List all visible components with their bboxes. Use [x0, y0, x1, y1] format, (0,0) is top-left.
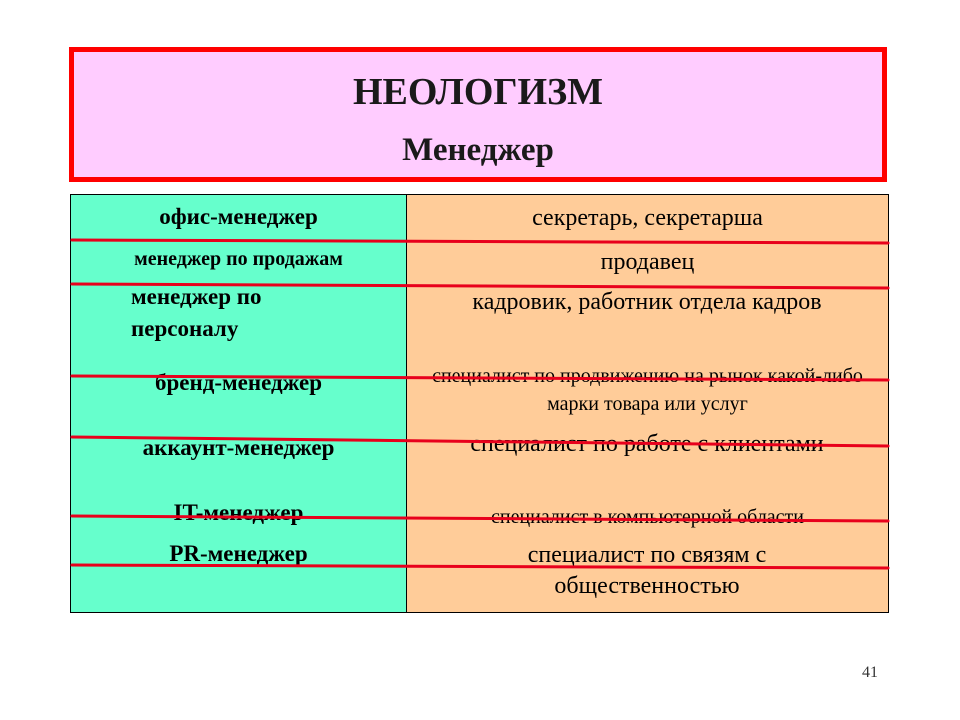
meaning-cell: специалист по продвижению на рынок какой-либо марки товара или услуг — [432, 365, 863, 415]
meaning-cell: кадровик, работник отдела кадров — [472, 289, 822, 315]
term-cell: аккаунт-менеджер — [142, 435, 335, 460]
meaning-cell: секретарь, секретарша — [532, 205, 763, 231]
meaning-cell: продавец — [600, 249, 695, 275]
meaning-column — [407, 195, 888, 612]
meaning-cell: специалист по связям с общественностью — [527, 542, 767, 599]
slide-subtitle: Менеджер — [402, 132, 554, 168]
page-number: 41 — [862, 664, 878, 681]
term-cell: бренд-менеджер — [154, 370, 323, 395]
term-column — [71, 195, 407, 612]
title-box — [69, 47, 887, 182]
meaning-cell: специалист в компьютерной области — [490, 506, 805, 528]
slide-title: НЕОЛОГИЗМ — [352, 71, 604, 113]
term-cell: менеджер по персоналу — [131, 284, 262, 341]
meaning-cell: специалист по работе с клиентами — [470, 431, 824, 457]
term-cell: менеджер по продажам — [134, 248, 343, 270]
term-cell: IT-менеджер — [173, 500, 304, 525]
term-cell: офис-менеджер — [159, 204, 318, 229]
neologism-table — [70, 194, 889, 613]
term-cell: PR-менеджер — [169, 541, 308, 566]
